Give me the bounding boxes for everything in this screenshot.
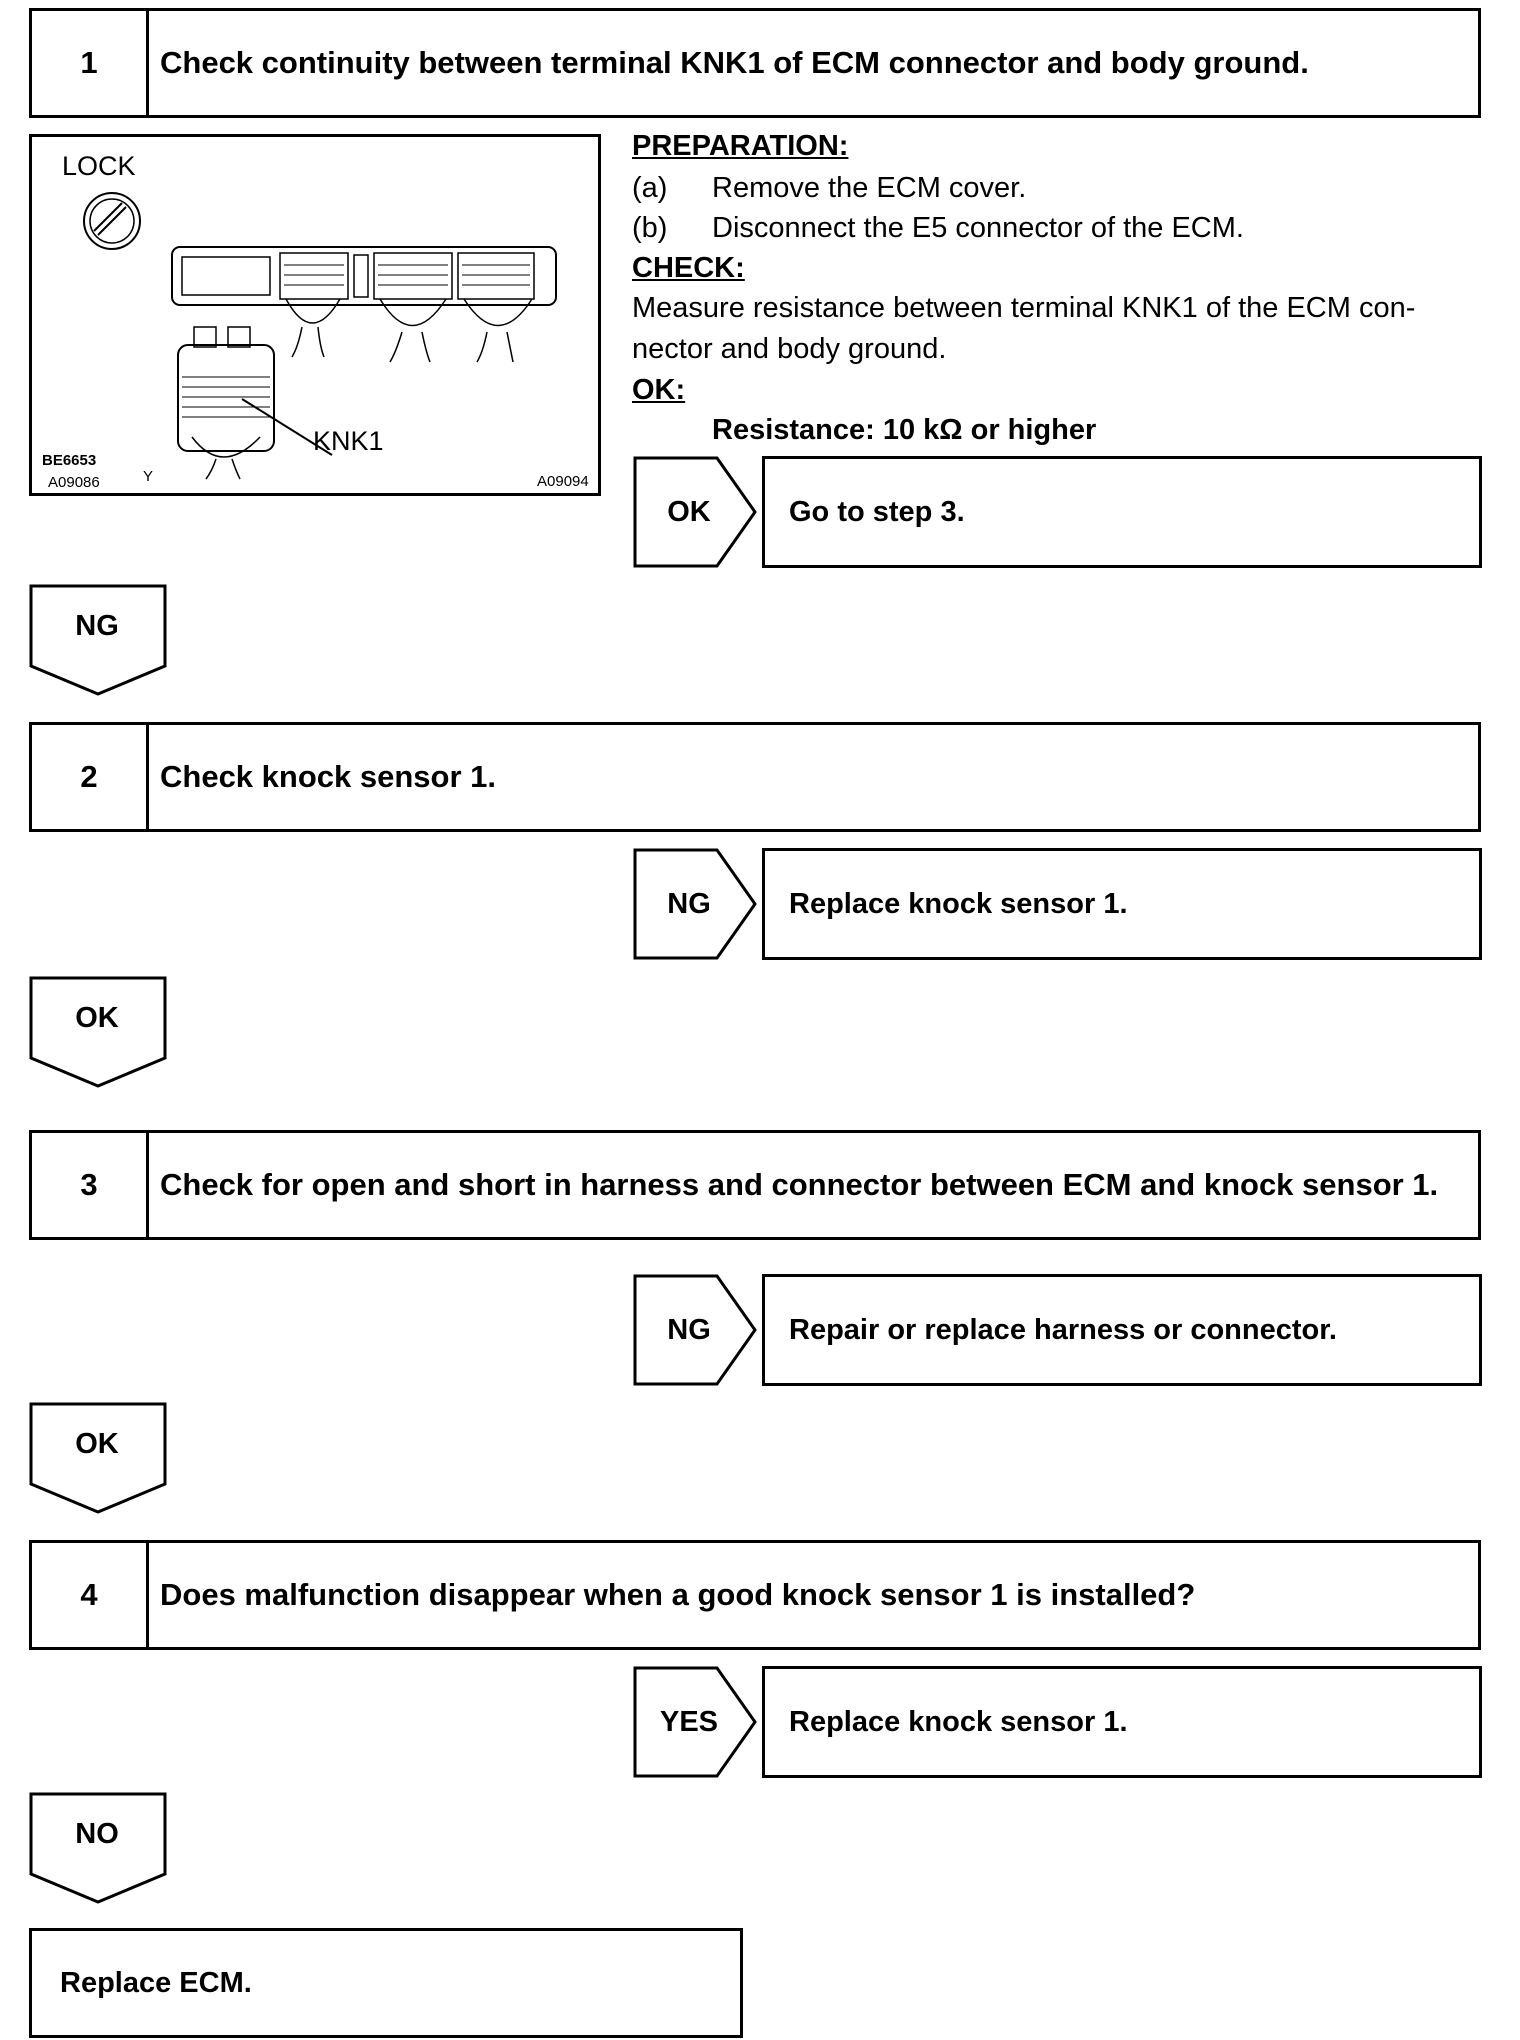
- final-action-box: Replace ECM.: [29, 1928, 743, 2038]
- ok-heading: OK:: [632, 374, 686, 406]
- prep-a-text: Remove the ECM cover.: [712, 172, 1027, 204]
- preparation-heading: PREPARATION:: [632, 130, 849, 162]
- step-title: Check for open and short in harness and connector between ECM and knock sensor 1.: [160, 1167, 1439, 1203]
- prep-b-mark: (b): [632, 212, 668, 244]
- step-number: 4: [32, 1543, 149, 1647]
- result-box: Replace knock sensor 1.: [762, 848, 1482, 960]
- lock-label: LOCK: [62, 151, 136, 181]
- result-box: Go to step 3.: [762, 456, 1482, 568]
- check-line-2: nector and body ground.: [632, 333, 947, 365]
- check-heading: CHECK:: [632, 252, 745, 284]
- step-title: Check continuity between terminal KNK1 of ECM connector and body ground.: [160, 45, 1309, 81]
- result-box: Repair or replace harness or connector.: [762, 1274, 1482, 1386]
- result-tag-label: NG: [667, 1313, 711, 1346]
- step-number: 2: [32, 725, 149, 829]
- down-tag-label: OK: [75, 1428, 119, 1460]
- down-tag-label: NO: [75, 1818, 119, 1850]
- code-be: BE6653: [42, 452, 97, 469]
- result-tag-label: NG: [667, 887, 711, 920]
- prep-b-text: Disconnect the E5 connector of the ECM.: [712, 212, 1244, 244]
- down-tag-label: NG: [75, 610, 119, 642]
- step-2-header: [29, 722, 1481, 832]
- result-tag-label: YES: [659, 1705, 719, 1738]
- step-title: Does malfunction disappear when a good knock sensor 1 is installed?: [160, 1577, 1196, 1613]
- ecm-connector-diagram: [29, 134, 601, 496]
- code-y: Y: [143, 468, 154, 485]
- code-left: A09086: [48, 474, 100, 491]
- step-4-header: [29, 1540, 1481, 1650]
- code-right: A09094: [537, 473, 589, 490]
- check-line-1: Measure resistance between terminal KNK1 of the ECM con-: [632, 292, 1416, 324]
- result-tag-label: OK: [667, 495, 711, 528]
- step-number: 3: [32, 1133, 149, 1237]
- ecm-diagram-drawing: [32, 137, 598, 493]
- step-3-header: [29, 1130, 1481, 1240]
- step-title: Check knock sensor 1.: [160, 759, 496, 795]
- prep-a-mark: (a): [632, 172, 668, 204]
- knk1-label: KNK1: [313, 426, 384, 456]
- step-1-header: [29, 8, 1481, 118]
- step-number: 1: [32, 11, 149, 115]
- down-tag-label: OK: [75, 1002, 119, 1034]
- ok-spec: Resistance: 10 kΩ or higher: [712, 414, 1097, 446]
- result-box: Replace knock sensor 1.: [762, 1666, 1482, 1778]
